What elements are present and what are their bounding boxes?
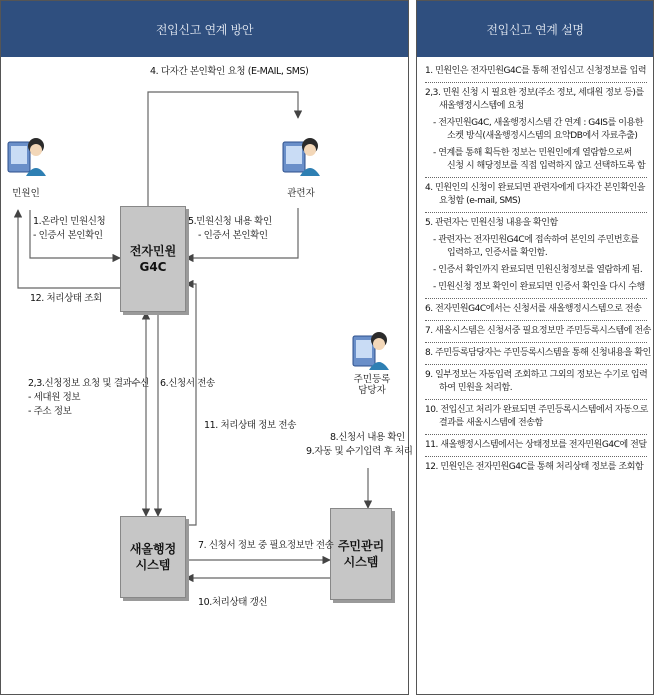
official-icon [283, 138, 320, 176]
description-panel [416, 0, 654, 695]
step-subtext: 하여 민원을 처리함. [439, 383, 513, 393]
step-text: 12. 민원인은 전자민원G4C를 통해 처리상태 정보를 조회함 [425, 462, 644, 472]
step-item [425, 461, 647, 474]
label-step-23-sub2: - 주소 정보 [28, 406, 72, 417]
step-item [425, 404, 647, 430]
step-item [425, 264, 647, 277]
citizen-icon [8, 138, 46, 176]
step-item [425, 147, 647, 173]
resident-system-node: 주민관리 시스템 [330, 508, 392, 600]
step-divider [425, 320, 647, 321]
step-text: 2,3. 민원 신청 시 필요한 정보(주소 정보, 세대원 정보 등)를 [425, 88, 644, 98]
step-divider [425, 399, 647, 400]
step-text: 9. 일부정보는 자동입력 조회하고 그외의 정보는 수기로 입력 [425, 370, 648, 380]
step-text: - 민원신청 정보 확인이 완료되면 인증서 확인을 다시 수행 [433, 282, 645, 292]
step-item [425, 347, 651, 360]
label-step-23: 2,3.신청정보 요청 및 결과수신 [28, 378, 149, 389]
label-step-5: 5.민원신청 내용 확인 [188, 216, 272, 227]
step-divider [425, 177, 647, 178]
step-item [425, 369, 647, 395]
step-subtext: 입력하고, 인증서를 확인함. [447, 248, 548, 258]
step-text: 8. 주민등록담당자는 주민등록시스템을 통해 신청내용을 확인 [425, 348, 651, 358]
label-step-12: 12. 처리상태 조회 [30, 293, 102, 304]
g4c-node: 전자민원 G4C [120, 206, 186, 312]
step-subtext: 신청 시 해당정보를 직접 입력하지 않고 선택하도록 함 [447, 161, 646, 171]
description-title: 전입신고 연계 설명 [417, 1, 653, 57]
citizen-label: 민원인 [12, 188, 40, 199]
step-text: - 연계를 통해 획득한 정보는 민원인에게 열람함으로써 [433, 148, 632, 158]
step-text: 7. 새올시스템은 신청서중 필요정보만 주민등록시스템에 전송 [425, 326, 651, 336]
step-list [425, 65, 651, 478]
label-step-8: 8.신청서 내용 확인 [330, 432, 405, 443]
saeol-system-node: 새올행정 시스템 [120, 516, 186, 598]
label-step-5-sub: - 인증서 본인확인 [198, 230, 268, 241]
step-item [425, 182, 647, 208]
step-divider [425, 212, 647, 213]
step-item [425, 234, 647, 260]
step-item [425, 217, 647, 230]
step-subtext: 결과를 새올시스템에 전송함 [439, 418, 543, 428]
arrow-11 [184, 284, 196, 525]
step-item [425, 439, 647, 452]
label-step-6: 6.신청서 전송 [160, 378, 215, 389]
step-divider [425, 434, 647, 435]
label-step-1: 1.온라인 민원신청 [33, 216, 106, 227]
label-step-7: 7. 신청서 정보 중 필요정보만 전송 [198, 540, 334, 551]
step-divider [425, 342, 647, 343]
step-divider [425, 82, 647, 83]
step-item [425, 65, 647, 78]
step-subtext: 소켓 방식(새올행정시스템의 요약DB에서 자료추출) [447, 131, 638, 141]
label-step-9: 9.자동 및 수기입력 후 처리 [306, 446, 413, 457]
label-step-10: 10.처리상태 갱신 [198, 597, 268, 608]
step-divider [425, 298, 647, 299]
step-subtext: 새올행정시스템에 요청 [439, 101, 524, 111]
step-item [425, 281, 647, 294]
step-text: - 관련자는 전자민원G4C에 접속하여 본인의 주민번호를 [433, 235, 639, 245]
official-label: 관련자 [287, 188, 315, 199]
step-text: 4. 민원인의 신청이 완료되면 관련자에게 다자간 본인확인을 [425, 183, 646, 193]
step-divider [425, 364, 647, 365]
label-step-23-sub1: - 세대원 정보 [28, 392, 81, 403]
step-text: 1. 민원인은 전자민원G4C를 통해 전입신고 신청정보를 입력 [425, 66, 647, 76]
step-text: 11. 새올행정시스템에서는 상태정보를 전자민원G4C에 전달 [425, 440, 647, 450]
label-step-1-sub: - 인증서 본인확인 [33, 230, 103, 241]
step-text: 6. 전자민원G4C에서는 신청서를 새올행정시스템으로 전송 [425, 304, 642, 314]
step-subtext: 요청함 (e-mail, SMS) [439, 196, 521, 206]
resident-officer-label: 주민등록 담당자 [353, 374, 391, 396]
step-divider [425, 456, 647, 457]
step-item [425, 325, 651, 338]
arrow-4 [148, 92, 298, 206]
label-step-11: 11. 처리상태 정보 전송 [204, 420, 296, 431]
step-text: - 인증서 확인까지 완료되면 민원신청정보를 열람하게 됨. [433, 265, 643, 275]
step-item [425, 303, 647, 316]
step-item [425, 117, 647, 143]
step-text: 5. 관련자는 민원신청 내용을 확인함 [425, 218, 558, 228]
step-text: - 전자민원G4C, 새올행정시스템 간 연계 : G4IS를 이용한 [433, 118, 643, 128]
label-step-4: 4. 다자간 본인확인 요청 (E-MAIL, SMS) [150, 66, 309, 77]
resident-officer-icon [353, 332, 389, 370]
step-text: 10. 전입신고 처리가 완료되면 주민등록시스템에서 자동으로 [425, 405, 648, 415]
diagram-title: 전입신고 연계 방안 [1, 1, 408, 57]
step-item [425, 87, 647, 113]
